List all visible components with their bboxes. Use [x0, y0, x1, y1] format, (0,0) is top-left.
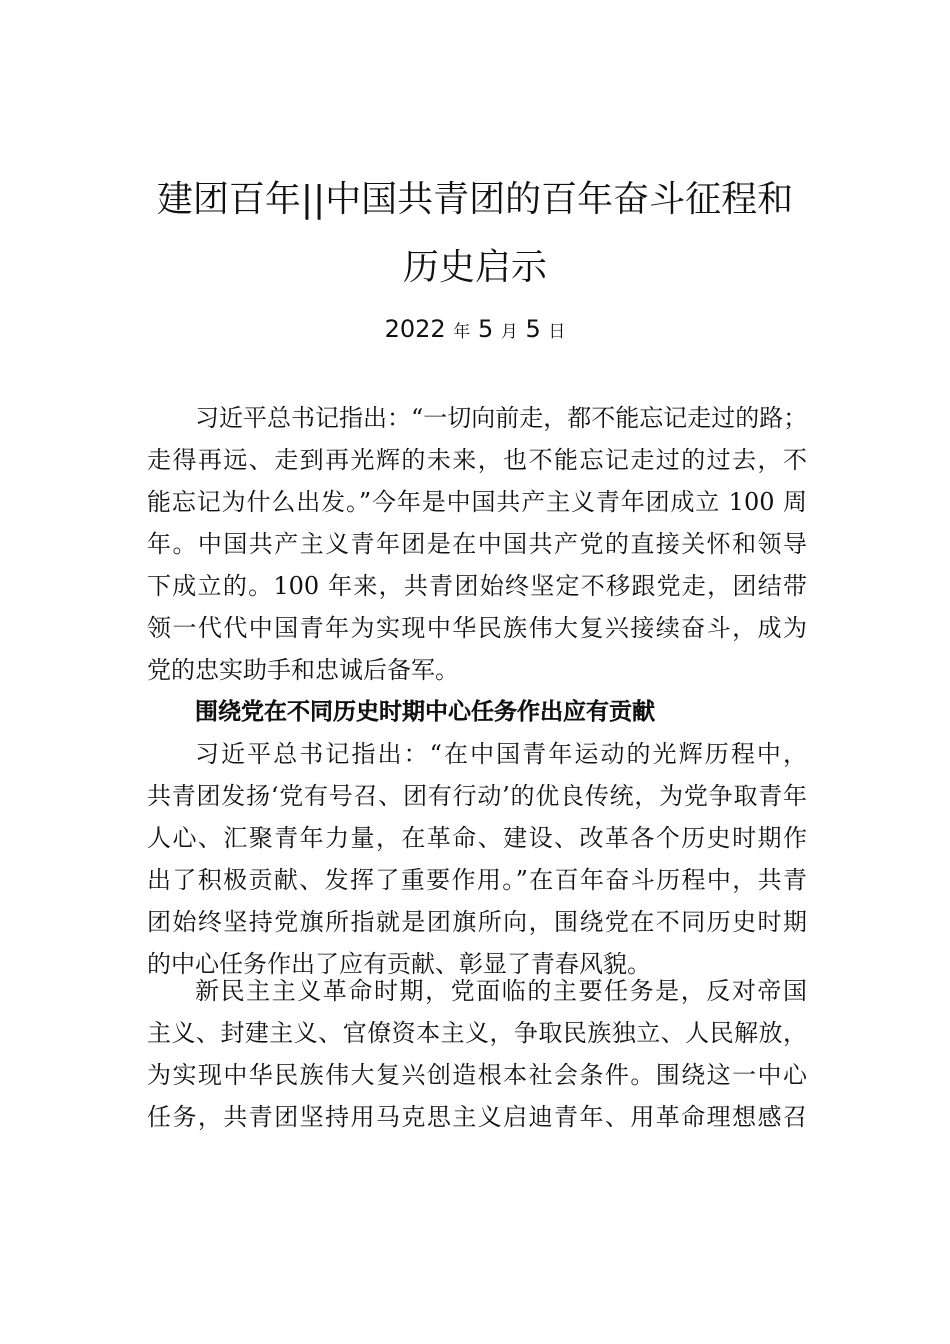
paragraph-1-line: 能忘记为什么出发。”今年是中国共产主义青年团成立 100 周 [147, 488, 807, 516]
paragraph-1-line: 党的忠实助手和忠诚后备军。 [147, 656, 459, 684]
paragraph-1-line: 习近平总书记指出：“一切向前走，都不能忘记走过的路； [195, 404, 808, 432]
date-month-unit: 月 [500, 322, 518, 342]
paragraph-2-line: 习近平总书记指出：“在中国青年运动的光辉历程中， [195, 740, 807, 768]
date-year-unit: 年 [453, 322, 471, 342]
document-title-line-1: 建团百年||中国共青团的百年奋斗征程和 [156, 179, 794, 220]
date-day-unit: 日 [548, 322, 566, 342]
section-heading: 围绕党在不同历史时期中心任务作出应有贡献 [195, 699, 655, 725]
paragraph-2-line: 出了积极贡献、发挥了重要作用。”在百年奋斗历程中，共青 [147, 866, 807, 894]
document-title-line-2: 历史启示 [402, 247, 547, 288]
paragraph-3-line: 为实现中华民族伟大复兴创造根本社会条件。围绕这一中心 [147, 1061, 807, 1089]
date-month: 5 [477, 315, 494, 343]
paragraph-1-line: 年。中国共产主义青年团是在中国共产党的直接关怀和领导 [147, 530, 807, 558]
date-year: 2022 [384, 315, 446, 343]
document-date [0, 312, 950, 349]
paragraph-2-line: 的中心任务作出了应有贡献、彰显了青春风貌。 [147, 950, 651, 978]
paragraph-3-line: 主义、封建主义、官僚资本主义，争取民族独立、人民解放， [147, 1019, 807, 1047]
paragraph-1-line: 下成立的。100 年来，共青团始终坚定不移跟党走，团结带 [147, 572, 807, 600]
date-day: 5 [525, 315, 541, 343]
paragraph-2-line: 团始终坚持党旗所指就是团旗所向，围绕党在不同历史时期 [147, 908, 807, 936]
paragraph-3-line: 任务，共青团坚持用马克思主义启迪青年、用革命理想感召 [147, 1103, 807, 1131]
paragraph-1-line: 走得再远、走到再光辉的未来，也不能忘记走过的过去，不 [147, 446, 807, 474]
paragraph-1-line: 领一代代中国青年为实现中华民族伟大复兴接续奋斗，成为 [147, 614, 807, 642]
paragraph-2-line: 人心、汇聚青年力量，在革命、建设、改革各个历史时期作 [147, 824, 807, 852]
paragraph-3-line: 新民主主义革命时期，党面临的主要任务是，反对帝国 [195, 977, 807, 1005]
paragraph-2-line: 共青团发扬‘党有号召、团有行动’的优良传统，为党争取青年 [147, 782, 807, 810]
